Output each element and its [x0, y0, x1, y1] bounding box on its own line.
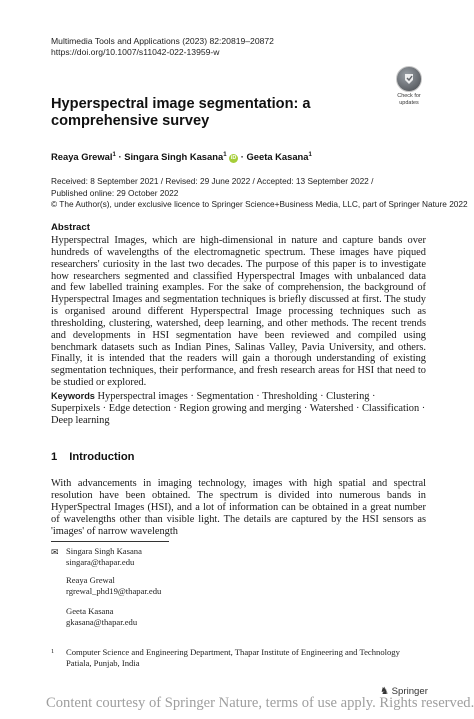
contact-entry [66, 546, 142, 567]
springer-horse-icon: ♞ [380, 686, 389, 697]
affiliation-line: Computer Science and Engineering Department, Thapar Institute of Engineering and Technology [66, 647, 400, 657]
publisher-name: Springer [391, 686, 428, 697]
paper-title: Hyperspectral image segmentation: a comprehensive survey [51, 96, 311, 129]
abstract-heading: Abstract [51, 222, 90, 233]
author-separator: · [238, 151, 247, 162]
footnote-divider [51, 541, 169, 542]
affiliation-line: Patiala, Punjab, India [66, 657, 140, 668]
doi-link[interactable]: https://doi.org/10.1007/s11042-022-13959-w [51, 47, 220, 57]
section-title: Introduction [69, 451, 135, 463]
badge-caption-line1: Check for [397, 93, 421, 99]
journal-header [51, 36, 274, 58]
dates-line: Received: 8 September 2021 / Revised: 29 June 2022 / Accepted: 13 September 2022 / [51, 176, 374, 186]
dates-line: Published online: 29 October 2022 [51, 187, 179, 198]
author-affiliation-mark: 1 [308, 151, 312, 158]
author-name[interactable]: Singara Singh Kasana [124, 151, 224, 162]
author-name[interactable]: Reaya Grewal [51, 151, 113, 162]
orcid-icon[interactable]: iD [230, 155, 237, 161]
author-affiliation-mark: 1 [223, 151, 227, 158]
check-for-updates-badge[interactable] [392, 66, 426, 104]
keywords-block [51, 390, 426, 427]
courtesy-watermark: Content courtesy of Springer Nature, terms of use apply. Rights reserved. [46, 695, 474, 711]
section-number: 1 [51, 451, 58, 463]
contact-entry [66, 575, 161, 596]
contact-name: Singara Singh Kasana [66, 546, 142, 556]
affiliation-mark: 1 [51, 648, 55, 655]
keywords-heading: Keywords [51, 391, 95, 401]
author-affiliation-mark: 1 [112, 151, 116, 158]
author-name[interactable]: Geeta Kasana [246, 151, 309, 162]
introduction-text: With advancements in imaging technology, images with high spatial and spectral resolution have been obtained. The spectrum is divided into numerous bands in HyperSpectral Images (HSI), and a lot of information can be obtained in a great number of wavelengths other than visible light. The details are captured by the HSI sensors as 'images' of narrow wavelength [51, 478, 426, 537]
contact-name: Reaya Grewal [66, 575, 115, 585]
check-for-updates-icon [396, 66, 422, 92]
contact-name: Geeta Kasana [66, 606, 114, 616]
envelope-icon: ✉ [51, 547, 59, 557]
contact-entry [66, 606, 137, 627]
author-list [51, 151, 312, 163]
abstract-text: Hyperspectral Images, which are high-dimensional in nature and capture bands over hundreds of wavelengths of the electromagnetic spectrum. These images have piqued researchers' curiosity in the last two decades. The purpose of this paper is to investigate how researchers segmented and classified Hyperspectral Images with unbalanced data and few labelled training examples. For the sake of comprehension, the background of Hyperspectral Images and segmentation techniques is briefly discussed at first. The study is organised around different Hyperspectral Image processing techniques such as thresholding, clustering, watershed, deep learning, and other methods. The recent trends and developments in HSI segmentation have been reviewed and compiled using benchmark datasets such as Indian Pines, Salinas Valley, Pavia University, and others. Finally, it is intended that the readers will gain a thorough understanding of existing segmentation techniques, their performance, and fresh research areas for HSI that need to be studied or explored. [51, 235, 426, 389]
badge-caption-line2: updates [399, 100, 419, 106]
contact-email[interactable]: gkasana@thapar.edu [66, 616, 138, 627]
section-heading-introduction [51, 451, 134, 463]
contact-email[interactable]: rgrewal_phd19@thapar.edu [66, 585, 162, 596]
journal-citation: Multimedia Tools and Applications (2023) 82:20819–20872 [51, 36, 274, 46]
keywords-text: Hyperspectral images · Segmentation · Thresholding · Clustering · Superpixels · Edge detection · Region growing and merging · Watershed · Classification · Deep learning [51, 391, 426, 426]
publication-dates [51, 176, 468, 211]
author-separator: · [115, 151, 125, 162]
copyright-line: © The Author(s), under exclusive licence to Springer Science+Business Media, LLC, part of Springer Nature 2022 [51, 199, 468, 209]
contact-email[interactable]: singara@thapar.edu [66, 556, 135, 567]
